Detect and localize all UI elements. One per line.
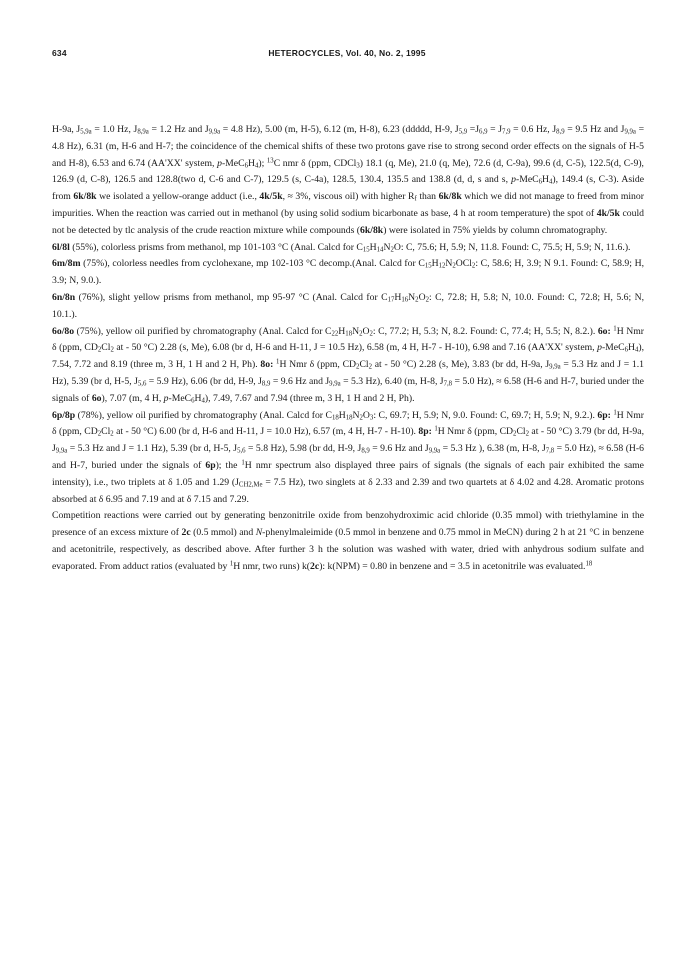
running-title: HETEROCYCLES, Vol. 40, No. 2, 1995 xyxy=(268,48,426,58)
paragraph-6m-8m: 6m/8m (75%), colorless needles from cyclohexane, mp 102-103 °C decomp.(Anal. Calcd for $C_{15}H_{12}N_2OCl_2$: C, 58.6; H, 3.9; N 9.1. Found: C, 58.9; H, 3.9; N, 9.0.). xyxy=(52,258,644,287)
page-number: 634 xyxy=(52,48,67,58)
paragraph-6l-8l: 6l/8l (55%), colorless prisms from methanol, mp 101-103 °C (Anal. Calcd for $C_{15}H_{14}N_2O$: C, 75.6; H, 5.9; N, 11.8. Found: C, 75.5; H, 5.9; N, 11.6.). xyxy=(52,241,631,254)
page-header xyxy=(52,48,642,62)
paragraph-6p-8p: 6p/8p (78%), yellow oil purified by chromatography (Anal. Calcd for $C_{18}H_{18}N_2O_3$: C, 69.7; H, 5.9; N, 9.0. Found: C, 69.7; H, 5.9; N, 9.2.). 6p: $^1$H Nmr δ (ppm, $CD_2Cl_2$ at - 50 °C) 6.00 (br d, H-6 and H-11, J = 10.0 Hz), 6.57 (m, 4 H, H-7 - H-10). 8p: $^1$H Nmr δ (ppm, $CD_2Cl_2$ at - 50 °C) 3.79 (br dd, H-9a, $J_{9,9a} = 5.3$ Hz and J = 1.1 Hz), 5.39 (br d, H-5, $J_{5,6} = 5.8$ Hz), 5.98 (br dd, H-9, $J_{8,9} = 9.6$ Hz and $J_{9,9a} = 5.3$ Hz ), 6.38 (m, H-8, $J_{7,8} = 5.0$ Hz), ≈ 6.58 (H-6 and H-7, buried under the signals of 6p); the $^1$H nmr spectrum also displayed three pairs of signals (the signals of each pair exhibited the same intensity), i.e., two triplets at δ 1.05 and 1.29 ($J_{CH2,Me} = 7.5$ Hz), two singlets at δ 2.33 and 2.39 and two quartets at δ 4.02 and 4.28. Aromatic protons absorbed at δ 6.95 and 7.19 and at δ 7.15 and 7.29. xyxy=(52,409,644,505)
paragraph-6n-8n: 6n/8n (76%), slight yellow prisms from methanol, mp 95-97 °C (Anal. Calcd for $C_{17}H_{16}N_2O_2$: C, 72.8; H, 5.8; N, 10.0. Found: C, 72.8; H, 5.6; N, 10.1.). xyxy=(52,291,644,320)
paragraph-competition-reactions: Competition reactions were carried out by generating benzonitrile oxide from benzohydroximic acid chloride (0.35 mmol) with triethylamine in the presence of an excess mixture of 2c (0.5 mmol) and N-phenylmaleimide (0.5 mmol in benzene and 0.75 mmol in MeCN) during 2 h at 21 °C in benzene and acetonitrile, respectively, as described above. After further 3 h the solution was washed with water, dried with anhydrous sodium sulfate and evaporated. From adduct ratios (evaluated by $^1$H nmr, two runs) k(2c): k(NPM) = 0.80 in benzene and = 3.5 in acetonitrile was evaluated.$^{18}$ xyxy=(52,510,644,572)
paragraph-6k-8k-nmr: H-9a, $J_{5,9a} = 1.0$ Hz, $J_{8,9a} = 1.2$ Hz and $J_{9,9a} = 4.8$ Hz), 5.00 (m, H-5), 6.12 (m, H-8), 6.23 (ddddd, H-9, $J_{5,9} =J_{6,9} = J_{7,9} = 0.6$ Hz, $J_{8,9} = 9.5$ Hz and $J_{9,9a} = 4.8$ Hz), 6.31 (m, H-6 and H-7; the coincidence of the chemical shifts of these two protons gave rise to strong second order effects on the signals of H-5 and H-8), 6.53 and 6.74 (AA'XX' system, $p-MeC_6H_4$); $^{13}$C nmr δ (ppm, CDCl$_3$) 18.1 (q, Me), 21.0 (q, Me), 72.6 (d, C-9a), 99.6 (d, C-5), 122.5(d, C-9), 126.9 (d, C-8), 126.5 and 128.8(two d, C-6 and C-7), 129.5 (s, C-4a), 128.5, 130.4, 135.5 and 138.8 (d, d, s and s, $p-MeC_6H_4$), 149.4 (s, C-3). Aside from 6k/8k we isolated a yellow-orange adduct (i.e., 4k/5k, ≈ 3%, viscous oil) with higher $R_f$ than 6k/8k which we did not manage to freed from minor impurities. When the reaction was carried out in methanol (by using solid sodium bicarbonate as base, 4 h at room temperature) the spot of 4k/5k could not be detected by tlc analysis of the crude reaction mixture while compounds (6k/8k) were isolated in 75% yields by column chromatography. xyxy=(52,124,645,236)
paragraph-6o-8o: 6o/8o (75%), yellow oil purified by chromatography (Anal. Calcd for $C_{22}H_{18}N_2O_2$: C, 77.2; H, 5.3; N, 8.2. Found: C, 77.4; H, 5.5; N, 8.2.). 6o: $^1$H Nmr δ (ppm, $CD_2Cl_2$ at - 50 °C) 2.28 (s, Me), 6.08 (br d, H-6 and H-11, J = 10.5 Hz), 6.58 (m, 4 H, H-7 - H-10), 6.98 and 7.16 (AA'XX' system, $p-MeC_6H_4$), 7.54, 7.72 and 8.19 (three m, 3 H, 1 H and 2 H, Ph). 8o: $^1$H Nmr δ (ppm, $CD_2Cl_2$ at - 50 °C) 2.28 (s, Me), 3.83 (br dd, H-9a, $J_{9,9a} = 5.3$ Hz and J = 1.1 Hz), 5.39 (br d, H-5, $J_{5,6} = 5.9$ Hz), 6.06 (br dd, H-9, $J_{8,9} = 9.6$ Hz and $J_{9,9a} = 5.3$ Hz), 6.40 (m, H-8, $J_{7,8} = 5.0$ Hz), ≈ 6.58 (H-6 and H-7, buried under the signals of 6o), 7.07 (m, 4 H, $p-MeC_6H_4$), 7.49, 7.67 and 7.94 (three m, 3 H, 1 H and 2 H, Ph). xyxy=(52,325,645,405)
article-body xyxy=(52,122,644,576)
